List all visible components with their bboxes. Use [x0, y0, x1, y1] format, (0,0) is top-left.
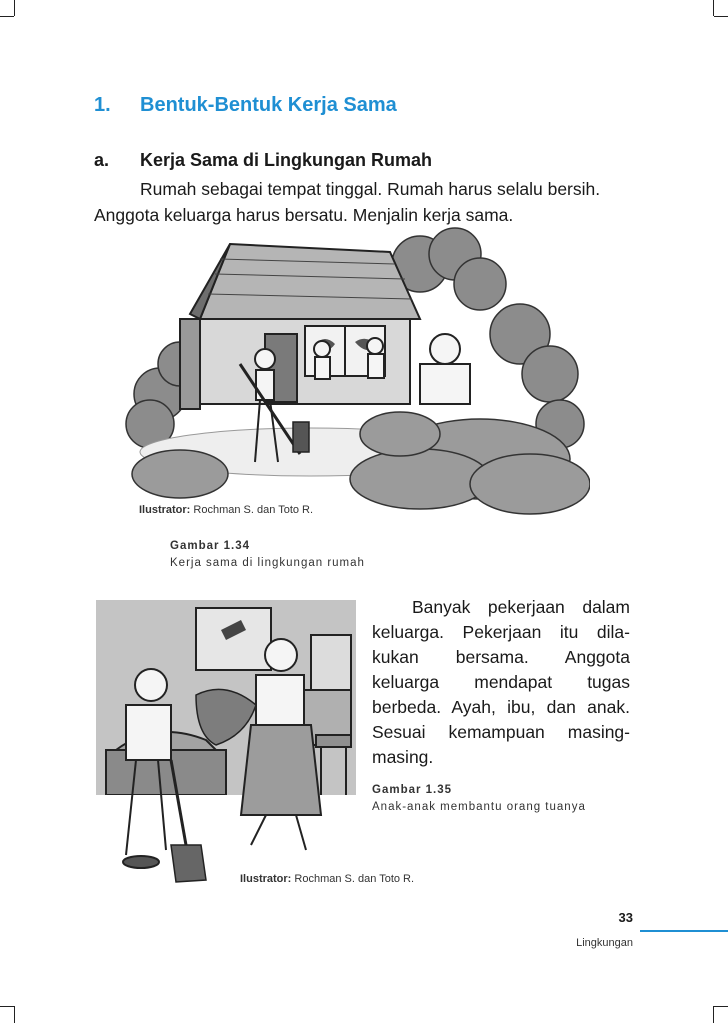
intro-paragraph — [94, 176, 639, 228]
subsection-heading — [94, 150, 432, 171]
crop-mark — [14, 1006, 15, 1023]
children-cleaning-illustration — [96, 600, 366, 890]
crop-mark — [713, 0, 714, 16]
crop-mark — [714, 16, 728, 17]
crop-mark — [714, 1006, 728, 1007]
section-heading — [94, 94, 397, 117]
crop-mark — [713, 1006, 714, 1023]
subsection-number: a. — [94, 150, 110, 170]
credit-label: Ilustrator: — [139, 504, 191, 516]
caption-title: Gambar 1.35 — [372, 784, 453, 796]
crop-mark — [0, 16, 14, 17]
section-number: 1. — [94, 94, 111, 116]
figure2-credit — [240, 873, 414, 885]
credit-names: Rochman S. dan Toto R. — [294, 873, 415, 885]
intro-line-2: Anggota keluarga harus bersatu. Menjalin kerja sama. — [94, 205, 514, 225]
section-title: Bentuk-Bentuk Kerja Sama — [140, 94, 397, 116]
caption-title: Gambar 1.34 — [170, 540, 251, 552]
caption-text: Anak-anak membantu orang tuanya — [372, 801, 586, 813]
crop-mark — [14, 0, 15, 16]
chapter-label: Lingkungan — [576, 937, 633, 949]
tasks-text: Banyak pekerjaan dalam keluarga. Pekerjaan itu dila-kukan bersama. Anggota keluarga mendapat tugas berbeda. Ayah, ibu, dan anak. Sesuai kemampuan masing-masing. — [372, 597, 630, 767]
credit-names: Rochman S. dan Toto R. — [193, 504, 314, 516]
credit-label: Ilustrator: — [240, 873, 292, 885]
crop-mark — [0, 1006, 14, 1007]
figure1-caption — [170, 538, 365, 572]
caption-text: Kerja sama di lingkungan rumah — [170, 557, 365, 569]
figure2-caption — [372, 782, 586, 816]
subsection-title: Kerja Sama di Lingkungan Rumah — [140, 150, 433, 170]
house-illustration — [120, 224, 590, 524]
page-number: 33 — [618, 910, 633, 925]
footer-rule — [640, 930, 728, 932]
figure1-credit — [139, 504, 313, 516]
intro-line-1: Rumah sebagai tempat tinggal. Rumah harus selalu bersih. — [140, 179, 601, 199]
tasks-paragraph — [372, 595, 630, 770]
